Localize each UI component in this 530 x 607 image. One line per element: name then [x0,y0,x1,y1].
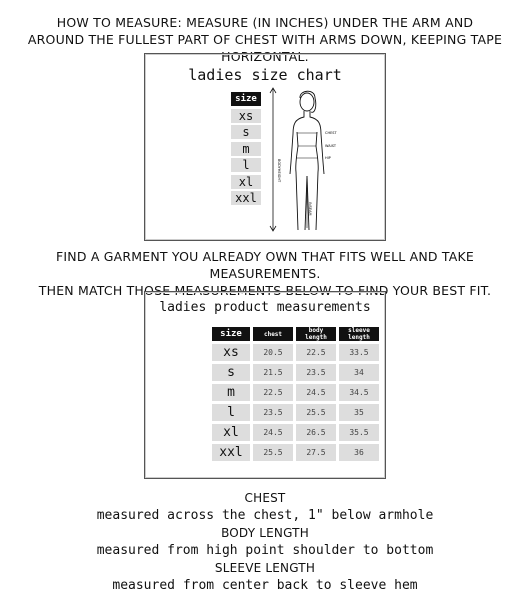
table-row [212,424,379,441]
row-body-length: 26.5 [296,424,336,441]
measure-instructions-line-2: AROUND THE FULLEST PART OF CHEST WITH ARMS DOWN, KEEPING TAPE HORIZONTAL. [27,32,503,64]
row-sleeve-length: 34.5 [339,384,379,401]
hip-label: HIP [325,156,331,160]
table-row [212,364,379,381]
inseam-label: INSEAM [308,202,312,216]
header-body-length: body length [296,327,336,341]
product-measurements-title: ladies product measurements [159,300,371,315]
size-column [231,92,263,208]
header-chest: chest [253,327,293,341]
row-body-length: 23.5 [296,364,336,381]
chest-definition: measured across the chest, 1" below armhole [96,508,434,523]
ladies-size-chart [144,53,386,241]
row-body-length: 25.5 [296,404,336,421]
ladies-product-measurements [144,291,386,479]
body-length-definition: measured from high point shoulder to bottom [96,543,434,558]
chest-label: CHEST [325,131,337,135]
row-sleeve-length: 34 [339,364,379,381]
row-size: xxl [212,444,250,461]
size-xl: xl [231,175,261,189]
header-size: size [212,327,250,341]
row-chest: 25.5 [253,444,293,461]
body-figure-illustration [263,84,353,234]
table-row [212,344,379,361]
size-xxl: xxl [231,191,261,205]
row-body-length: 22.5 [296,344,336,361]
size-xs: xs [231,109,261,123]
table-row [212,404,379,421]
row-chest: 20.5 [253,344,293,361]
row-size: l [212,404,250,421]
table-row [212,384,379,401]
row-body-length: 24.5 [296,384,336,401]
row-chest: 22.5 [253,384,293,401]
row-sleeve-length: 33.5 [339,344,379,361]
bodyheight-label: BODYHEIGHT [277,159,281,183]
fit-instructions-line-2: THEN MATCH THOSE MEASUREMENTS BELOW TO FIND YOUR BEST FIT. [38,283,492,298]
header-sleeve-length: sleeve length [339,327,379,341]
measurement-definitions [0,490,530,595]
row-size: xs [212,344,250,361]
row-size: m [212,384,250,401]
size-m: m [231,142,261,156]
row-sleeve-length: 35 [339,404,379,421]
chest-heading: CHEST [244,491,286,505]
size-s: s [231,125,261,139]
sleeve-length-definition: measured from center back to sleeve hem [112,578,418,593]
size-l: l [231,158,261,172]
row-chest: 24.5 [253,424,293,441]
row-chest: 21.5 [253,364,293,381]
measure-instructions-line-1: HOW TO MEASURE: MEASURE (IN INCHES) UNDER THE ARM AND [56,15,474,30]
measurements-header-row [212,327,379,341]
fit-instructions-line-1: FIND A GARMENT YOU ALREADY OWN THAT FITS WELL AND TAKE MEASUREMENTS. [56,249,474,281]
body-length-heading: BODY LENGTH [221,526,309,540]
row-body-length: 27.5 [296,444,336,461]
waist-label: WAIST [325,144,337,148]
row-sleeve-length: 35.5 [339,424,379,441]
size-header: size [231,92,261,106]
row-chest: 23.5 [253,404,293,421]
sleeve-length-heading: SLEEVE LENGTH [214,561,316,575]
measurements-table [209,324,382,464]
table-row [212,444,379,461]
row-size: s [212,364,250,381]
row-sleeve-length: 36 [339,444,379,461]
size-chart-title: ladies size chart [188,66,342,84]
row-size: xl [212,424,250,441]
